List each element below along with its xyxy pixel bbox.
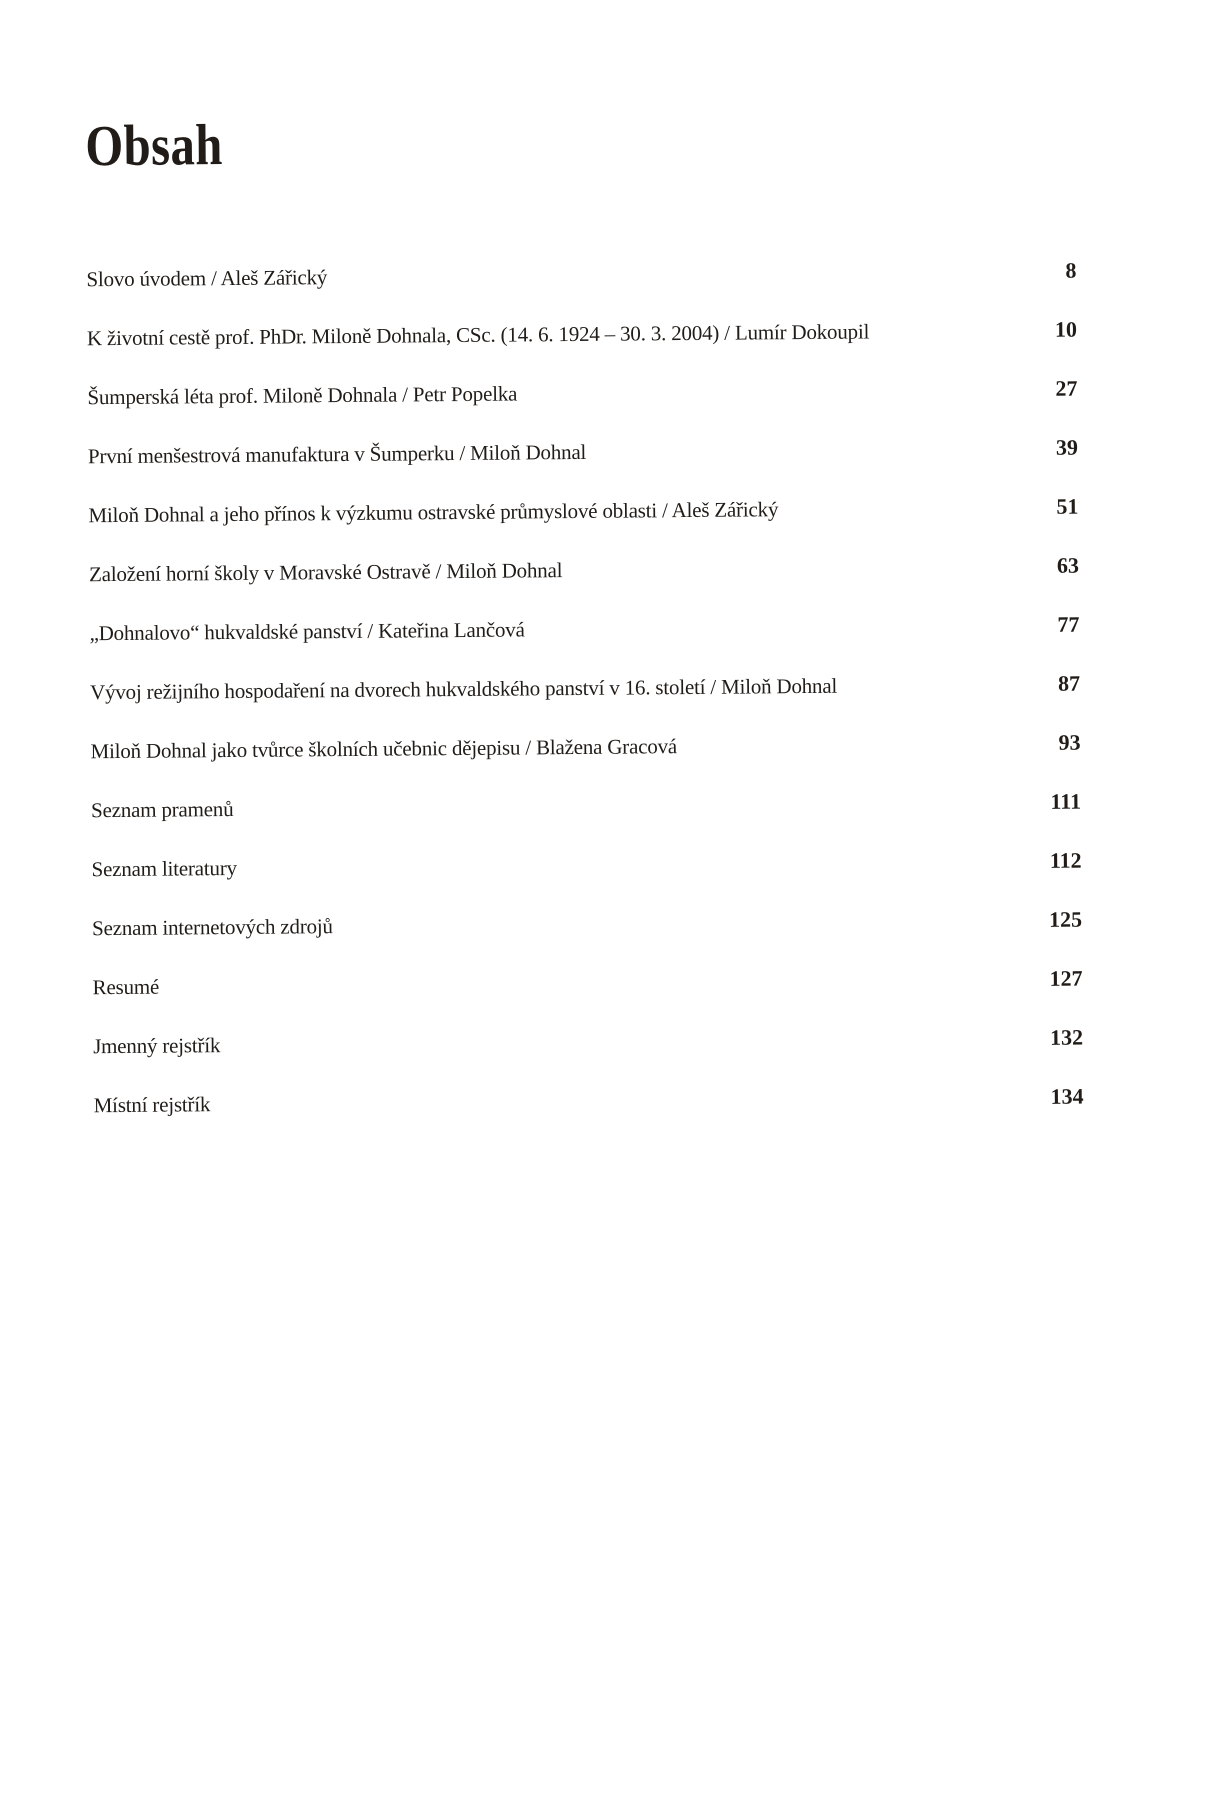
toc-entry-page-number: 27 [1055, 375, 1078, 401]
toc-entry [88, 494, 1078, 529]
toc-entry [88, 435, 1078, 470]
toc-entry [91, 848, 1081, 883]
toc-entry-page-number: 125 [1048, 906, 1083, 932]
page-title: Obsah [84, 112, 224, 179]
toc-entry [93, 1025, 1083, 1060]
toc-entry-title: „Dohnalovo“ hukvaldské panství / Kateřina Lančová [89, 617, 525, 646]
toc-entry [86, 258, 1076, 293]
toc-entry-page-number: 77 [1057, 611, 1080, 637]
toc-entry-title: První menšestrová manufaktura v Šumperku / Miloň Dohnal [87, 439, 587, 469]
toc-entry-page-number: 10 [1054, 316, 1078, 342]
toc-entry-title: Vývoj režijního hospodaření na dvorech hukvaldského panství v 16. století / Miloň Dohnal [89, 673, 838, 705]
toc-entry [94, 1084, 1084, 1119]
toc-entry [93, 966, 1083, 1001]
toc-entry-title: Seznam literatury [91, 855, 237, 882]
toc-entry-page-number: 112 [1049, 847, 1082, 873]
toc-entry-page-number: 132 [1049, 1024, 1084, 1050]
toc-entry [87, 376, 1077, 411]
toc-entry [90, 730, 1080, 765]
toc-entry-title: Miloň Dohnal jako tvůrce školních učebnic dějepisu / Blažena Gracová [90, 734, 678, 764]
toc-entry-page-number: 87 [1057, 670, 1081, 696]
toc-entry-title: K životní cestě prof. PhDr. Miloně Dohnala, CSc. (14. 6. 1924 – 30. 3. 2004) / Lumír Dokoupil [86, 319, 870, 351]
toc-list [86, 258, 1083, 1119]
toc-entry [89, 553, 1079, 588]
toc-entry [87, 317, 1077, 352]
toc-entry [89, 612, 1079, 647]
toc-entry [92, 907, 1082, 942]
toc-entry-title: Seznam pramenů [90, 796, 234, 823]
toc-entry-title: Miloň Dohnal a jeho přínos k výzkumu ostravské průmyslové oblasti / Aleš Zářický [88, 497, 779, 528]
toc-entry-title: Seznam internetových zdrojů [91, 914, 333, 941]
toc-entry-title: Místní rejstřík [93, 1092, 211, 1118]
toc-entry-page-number: 63 [1056, 552, 1080, 578]
toc-entry-title: Založení horní školy v Moravské Ostravě / Miloň Dohnal [88, 558, 563, 587]
toc-entry-page-number: 134 [1050, 1083, 1084, 1109]
toc-entry-title: Šumperská léta prof. Miloně Dohnala / Petr Popelka [87, 381, 518, 410]
toc-entry-page-number: 93 [1058, 729, 1081, 755]
toc-entry [91, 789, 1081, 824]
toc-entry-page-number: 51 [1056, 493, 1079, 519]
toc-entry-title: Slovo úvodem / Aleš Zářický [86, 265, 328, 292]
toc-entry-page-number: 39 [1055, 434, 1079, 460]
toc-entry [90, 671, 1080, 706]
toc-entry-page-number: 8 [1065, 257, 1077, 283]
toc-entry-title: Jmenný rejstřík [93, 1033, 221, 1059]
toc-entry-page-number: 127 [1049, 965, 1083, 991]
toc-entry-page-number: 111 [1050, 788, 1082, 814]
toc-entry-title: Resumé [92, 974, 160, 1000]
